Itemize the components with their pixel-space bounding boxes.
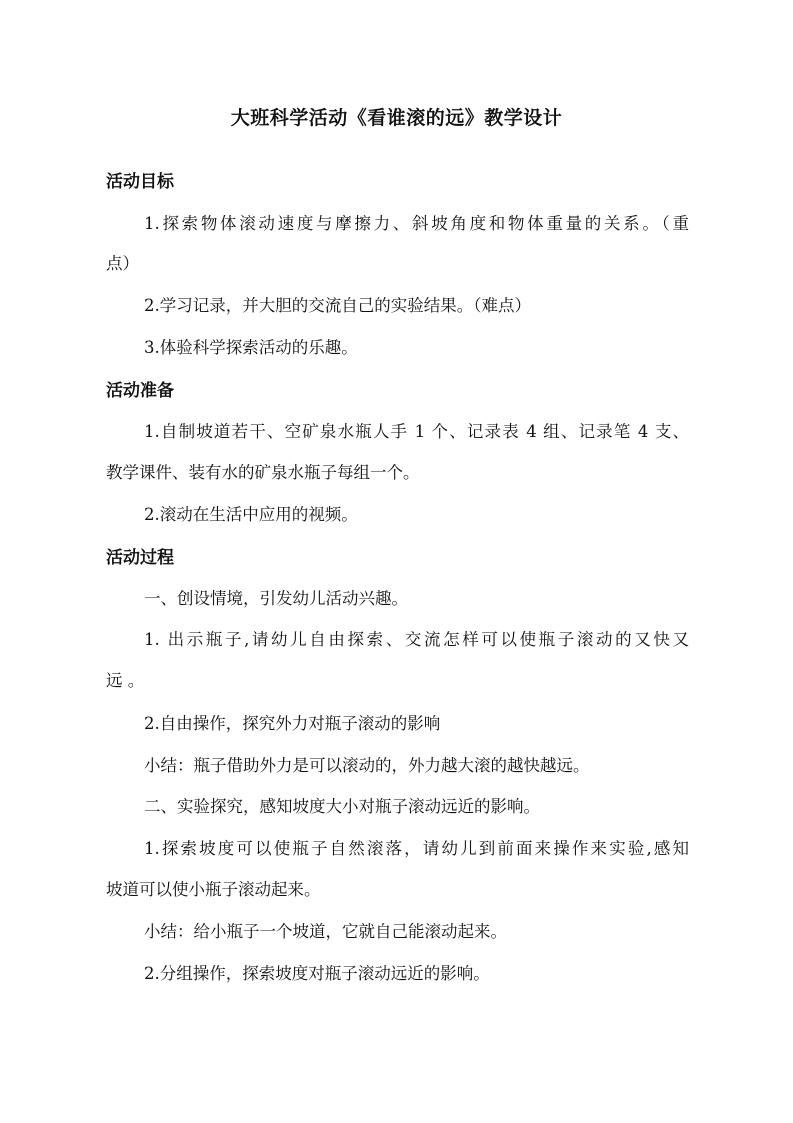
paragraph-line: 点） <box>106 254 139 273</box>
section-heading-process: 活动过程 <box>106 548 174 568</box>
paragraph-line: 1.探索物体滚动速度与摩擦力、斜坡角度和物体重量的关系。（重 <box>144 214 689 233</box>
paragraph-line: 2.自由操作，探究外力对瓶子滚动的影响 <box>144 714 441 733</box>
paragraph-line: 远 。 <box>106 671 145 690</box>
section-heading-preparation: 活动准备 <box>106 381 174 401</box>
paragraph-line: 1.探索坡度可以使瓶子自然滚落，请幼儿到前面来操作来实验,感知 <box>144 839 689 858</box>
paragraph-line: 小结：给小瓶子一个坡道，它就自己能滚动起来。 <box>144 922 507 941</box>
paragraph-line: 一、创设情境，引发幼儿活动兴趣。 <box>144 589 408 608</box>
paragraph-line: 2.学习记录，并大胆的交流自己的实验结果。（难点） <box>144 296 531 315</box>
paragraph-line: 小结：瓶子借助外力是可以滚动的，外力越大滚的越快越远。 <box>144 756 590 775</box>
paragraph-line: 2.分组操作，探索坡度对瓶子滚动远近的影响。 <box>144 964 490 983</box>
paragraph-line: 1.自制坡道若干、空矿泉水瓶人手 1 个、记录表 4 组、记录笔 4 支、 <box>144 422 689 441</box>
document-title: 大班科学活动《看谁滚的远》教学设计 <box>230 107 563 129</box>
paragraph-line: 二、实验探究，感知坡度大小对瓶子滚动远近的影响。 <box>144 797 540 816</box>
paragraph-line: 2.滚动在生活中应用的视频。 <box>144 505 358 524</box>
paragraph-line: 3.体验科学探索活动的乐趣。 <box>144 338 358 357</box>
paragraph-line: 坡道可以使小瓶子滚动起来。 <box>106 880 321 899</box>
section-heading-objectives: 活动目标 <box>106 172 174 192</box>
paragraph-line: 1. 出示瓶子,请幼儿自由探索、交流怎样可以使瓶子滚动的又快又 <box>144 630 689 649</box>
paragraph-line: 教学课件、装有水的矿泉水瓶子每组一个。 <box>106 463 420 482</box>
